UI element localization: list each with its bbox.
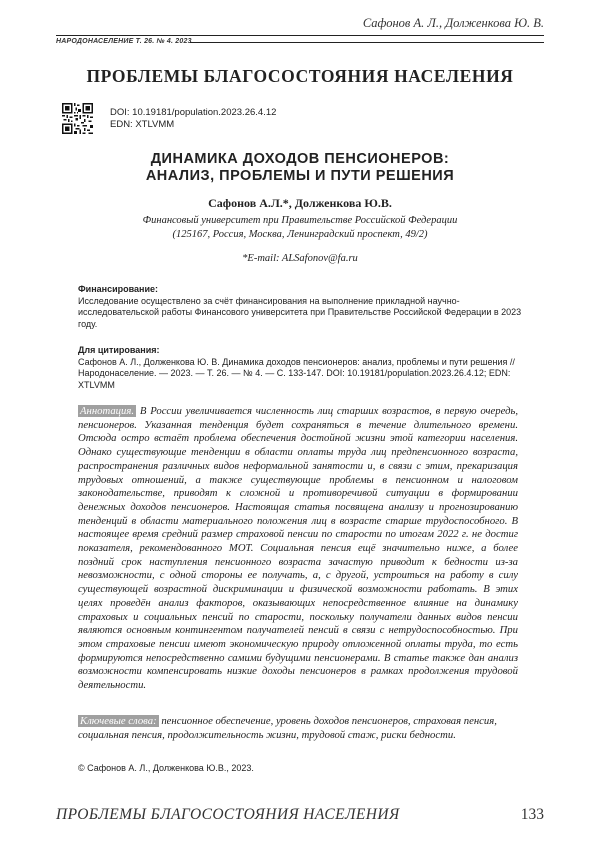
keywords	[78, 714, 518, 742]
journal-section-title: ПРОБЛЕМЫ БЛАГОСОСТОЯНИЯ НАСЕЛЕНИЯ	[86, 66, 514, 86]
funding-section	[78, 284, 522, 330]
header-rule	[56, 35, 544, 36]
running-authors: Сафонов А. Л., Долженкова Ю. В.	[362, 16, 544, 30]
footer-journal-title: ПРОБЛЕМЫ БЛАГОСОСТОЯНИЯ НАСЕЛЕНИЯ	[56, 806, 400, 823]
copyright: © Сафонов А. Л., Долженкова Ю.В., 2023.	[78, 763, 254, 773]
affiliation-name: Финансовый университет при Правительстве Российской Федерации	[142, 215, 458, 226]
identifiers-block	[110, 107, 276, 131]
affiliation-address: (125167, Россия, Москва, Ленинградский проспект, 49/2)	[172, 229, 428, 240]
citation-text: Сафонов А. Л., Долженкова Ю. В. Динамика доходов пенсионеров: анализ, проблемы и пути решения // Народонаселение. — 2023. — Т. 26. — № 4. — С. 133-147. DOI: 10.19181/population.2023.26.4.12; EDN: XTLVMM	[78, 356, 515, 390]
page-number: 133	[520, 806, 544, 823]
affiliation	[0, 214, 600, 242]
header-rule-secondary	[190, 42, 544, 43]
edn-code: EDN: XTLVMM	[110, 119, 175, 130]
citation-heading: Для цитирования:	[78, 345, 160, 355]
doi-link[interactable]: DOI: 10.19181/population.2023.26.4.12	[110, 107, 277, 118]
funding-text: Исследование осуществлено за счёт финансирования на выполнение прикладной научно-исследовательской работы Финансового университета при Правительстве Российской Федерации в 2023 году.	[78, 295, 522, 329]
funding-heading: Финансирование:	[78, 284, 159, 294]
abstract	[78, 405, 518, 693]
article-title-line-2: АНАЛИЗ, ПРОБЛЕМЫ И ПУТИ РЕШЕНИЯ	[145, 168, 455, 184]
abstract-label: Аннотация.	[80, 405, 134, 417]
qr-code-icon	[62, 103, 93, 134]
author-email[interactable]: *E-mail: ALSafonov@fa.ru	[242, 253, 358, 264]
citation-section	[78, 345, 522, 391]
keywords-label: Ключевые слова:	[80, 715, 157, 727]
abstract-text: В России увеличивается численность лиц старших возрастов, в первую очередь, пенсионеров. Указанная тенденция будет сохраняться в течение длительного времени. Отсюда остро встаёт проблема обеспечения достойной жизни этой категории населения. Однако существующие тенденции в области оплаты труда лиц предпенсионного возраста, распространения различных видов неформальной занятости и, в связи с этим, прекаризация трудовых отношений, а также существующие проблемы в пенсионном и налоговом законодательстве, приводят к сложной и противоречивой ситуации в формировании денежных доходов пенсионеров. Настоящая статья посвящена анализу и прогнозированию тенденций в области материального положения лиц в возрасте старше трудоспособного. В настоящее время средний размер страховой пенсии по старости по итогам 2022 г. не достиг показателя, рекомендованного МОТ. Социальная пенсия ещё значительно ниже, а более поздний срок наступления пенсионного возраста зачастую приводит к бедности из-за невозможности, с одной стороны ее получать, а, с другой, устроиться на работу в силу существующей возрастной дискриминации и физической возможности работать. В этих целях проведён анализ факторов, оказывающих непосредственное влияние на динамику страховых и социальных пенсий по старости, поскольку получатели данных видов пенсии являются основным контингентом получателей пенсий в связи с нетрудоспособностью. При этом страховые пенсии имеют экономическую природу отложенной оплаты труда, то есть формируются непосредственно самими будущими пенсионерами. В статье также дан анализ возможности компенсировать низкие доходы пенсионеров в рамках продолжения трудовой деятельности.	[78, 405, 519, 692]
keywords-text: пенсионное обеспечение, уровень доходов пенсионеров, страховая пенсия, социальная пенсия, продолжительность жизни, трудовой стаж, риски бедности.	[78, 715, 497, 741]
article-title	[0, 151, 600, 185]
authors: Сафонов А.Л.*, Долженкова Ю.В.	[208, 196, 392, 210]
article-title-line-1: ДИНАМИКА ДОХОДОВ ПЕНСИОНЕРОВ:	[150, 151, 450, 167]
journal-meta: НАРОДОНАСЕЛЕНИЕ Т. 26. № 4. 2023	[56, 38, 192, 45]
